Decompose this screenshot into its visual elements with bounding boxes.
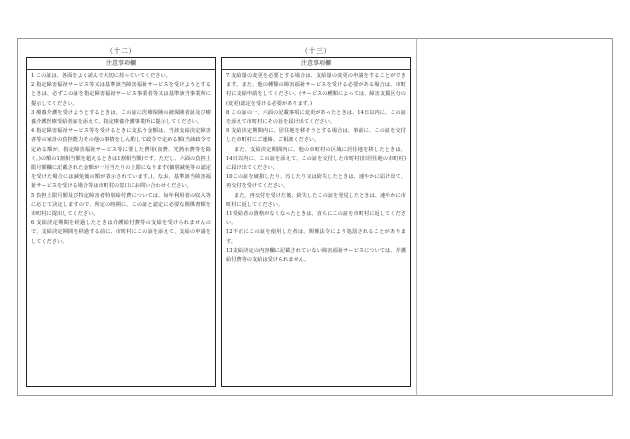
note-item-7: 7 支給量の変更を必要とする場合は、支給量の変更の申請をすることができます。また、他の種類の障害福祉サービスを受ける必要がある場合は、市町村に支給申請をしてください。(サービスの種類によっては、障害支援区分の(変更)認定を受ける必要があります。) [226,73,406,107]
page-number-13: （十三） [301,47,331,55]
notes-header: 注意事項欄 [27,58,215,70]
note-item-1: 1 この証は、各面をよく読んで大切に持っていてください。 [31,73,171,79]
note-item-2: 2 指定障害福祉サービス等又は基準該当障害福祉サービスを受けようとするときは、必ずこの証を指定障害福祉サービス事業者等又は基準該当事業所に提示してください。 [31,82,211,107]
note-item-8: 8 この証の一、六面の記載事項に変更があったときは、14日以内に、この証を添えて市町村にその旨を届け出てください。 [226,109,406,126]
page-number-12: （十二） [106,47,136,55]
notes-panel-12 [26,57,216,387]
note-item-13: 13支給決定の内容欄に記載されていない障害福祉サービスについては、介護給付費等の支給は受けられません。 [226,247,406,264]
note-item-4: 4 指定障害福祉サービス等を受けるときに支払う金額は、当該支給決定障害者等の家計の負担能力その他の事情をしん酌して政令で定める額(当該政令で定める額が、指定障害福祉サービス等に要した費用(食費、光熱水費等を除く。)の額の1割相当額を超えるときは1割相当額)です。ただし、六面の負担上限月額欄に記載された金額が一月当たりの上限になります(個別減免等の認定を受けた場合には減免後の額が表示されています。)。なお、基準該当障害福祉サービスを受ける場合等は市町村の窓口にお問い合わせください。 [31,128,211,190]
notes-panel-13 [221,57,411,387]
fold-line [416,38,417,396]
note-item-3: 3 療養介護を受けようとするときは、この証に医療保険の被保険者証及び療養介護医療受給者証を添えて、指定療養介護事業所に提示してください。 [31,109,211,126]
notes-body [27,70,215,247]
notes-body [222,70,410,265]
note-item-9-continued: また、支給決定期間内に、他の市町村の区域に居住地を移したときは、14日以内に、この証を添えて、この証を交付した市町村(旧居住地の市町村)に届け出てください。 [226,146,406,172]
note-item-6: 6 支給決定期間を経過したときは介護給付費等の支給を受けられませんので、支給決定期間を経過する前に、市町村にこの証を添えて、支給の申請をしてください。 [31,220,211,245]
note-item-10-continued: また、再交付を受けた後、紛失したこの証を発見したときは、速やかに市町村に返してください。 [226,192,406,208]
note-item-10: 10この証を破損したり、汚したり又は紛失したときは、速やかに届け出て、再交付を受けてください。 [226,174,406,190]
note-item-11: 11受給者の資格がなくなったときは、直ちにこの証を市町村に返してください。 [226,211,406,227]
note-item-5: 5 負担上限月額及び特定障害者特別給付費については、毎年利用者の収入等に応じて決定しますので、所定の時期に、この証と認定に必要な関係書類を市町村に提出してください。 [31,192,211,218]
note-item-12: 12不正にこの証を使用した者は、関係法令により処罰されることがあります。 [226,229,406,245]
notes-header: 注意事項欄 [222,58,410,70]
note-item-9: 9 支給決定期間内に、居住地を移そうとする場合は、事前に、この証を交付した市町村にご連絡、ご相談ください。 [226,128,406,144]
